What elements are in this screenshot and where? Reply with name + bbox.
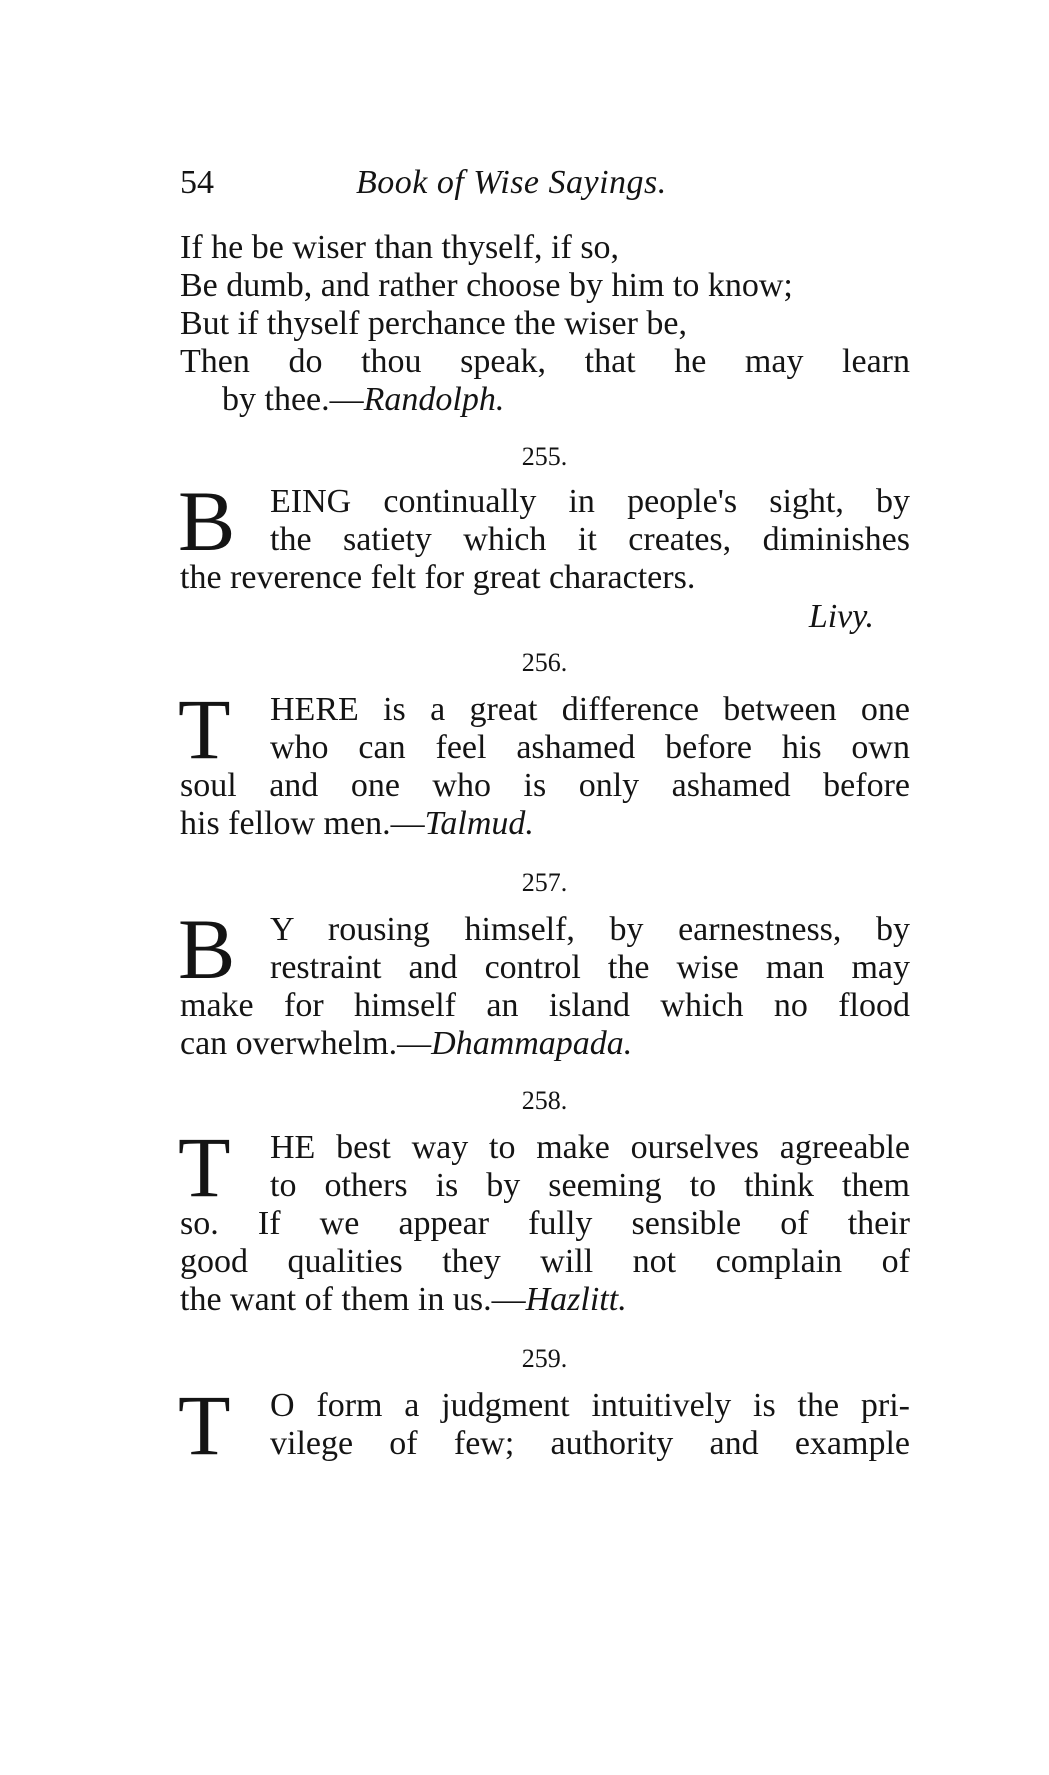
entry-line: soul and one who is only ashamed before xyxy=(180,767,910,804)
drop-cap: B xyxy=(178,473,236,569)
entry-line: EING continually in people's sight, by xyxy=(270,483,910,520)
entry-line: can overwhelm.— xyxy=(180,1025,432,1062)
drop-cap: T xyxy=(178,1119,231,1215)
poem-last-line xyxy=(222,380,504,420)
page-header xyxy=(180,164,900,224)
entry-attribution: Dhammapada. xyxy=(431,1025,633,1062)
entry-number: 255. xyxy=(521,442,568,471)
entry-last-line xyxy=(180,804,534,844)
entry-line: his fellow men.— xyxy=(180,805,425,842)
entry-last-line xyxy=(180,1280,627,1320)
entry-line: the reverence felt for great characters. xyxy=(180,559,696,596)
entry-line: restraint and control the wise man may xyxy=(270,949,910,986)
entry-line: vilege of few; authority and example xyxy=(270,1425,910,1462)
entry-line: the want of them in us.— xyxy=(180,1281,526,1318)
entry-number: 259. xyxy=(521,1344,568,1373)
drop-cap: T xyxy=(178,1377,231,1473)
running-title: Book of Wise Sayings. xyxy=(356,164,667,201)
entry-number: 256. xyxy=(521,648,568,677)
poem-line: But if thyself perchance the wiser be, xyxy=(180,305,687,342)
entry-line: so. If we appear fully sensible of their xyxy=(180,1205,910,1242)
poem-attribution: Randolph. xyxy=(363,381,505,418)
entry-line: O form a judgment intuitively is the pri- xyxy=(270,1387,910,1424)
entry-line: good qualities they will not complain of xyxy=(180,1243,910,1280)
page-number: 54 xyxy=(180,164,214,201)
entry-line: Y rousing himself, by earnestness, by xyxy=(270,911,910,948)
entry-attribution: Talmud. xyxy=(424,805,534,842)
entry-last-line xyxy=(180,1024,632,1064)
entry-line: HERE is a great difference between one xyxy=(270,691,910,728)
entry-line: HE best way to make ourselves agreeable xyxy=(270,1129,910,1166)
poem-line: Then do thou speak, that he may learn xyxy=(180,343,910,380)
entry-number: 258. xyxy=(521,1086,568,1115)
poem-line: If he be wiser than thyself, if so, xyxy=(180,229,620,266)
poem-line: Be dumb, and rather choose by him to know; xyxy=(180,267,793,304)
drop-cap: T xyxy=(178,681,231,777)
entry-line: make for himself an island which no flood xyxy=(180,987,910,1024)
entry-line: the satiety which it creates, diminishes xyxy=(270,521,910,558)
entry-attribution: Livy. xyxy=(808,598,874,635)
entry-line: who can feel ashamed before his own xyxy=(270,729,910,766)
poem-line: by thee.— xyxy=(222,381,364,418)
entry-attribution: Hazlitt. xyxy=(525,1281,627,1318)
drop-cap: B xyxy=(178,901,236,997)
entry-number: 257. xyxy=(521,868,568,897)
entry-line: to others is by seeming to think them xyxy=(270,1167,910,1204)
